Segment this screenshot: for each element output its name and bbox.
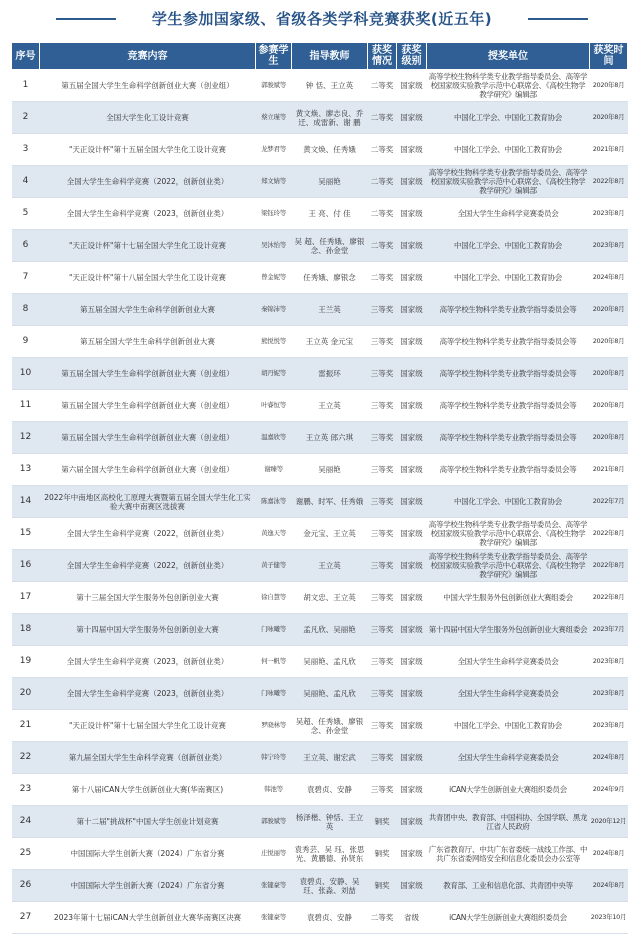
table-row bbox=[12, 294, 628, 326]
cell-organization: 高等学校生物科学类专业教学指导委员会等 bbox=[427, 294, 590, 326]
table-row bbox=[12, 70, 628, 102]
cell-organization: 高等学校生物科学类专业教学指导委员会等 bbox=[427, 390, 590, 422]
cell-teacher: 任秀娥、廖银念 bbox=[292, 262, 368, 294]
table-header-row bbox=[12, 43, 628, 70]
cell-time: 2020年8月 bbox=[590, 422, 628, 454]
cell-organization: 全国大学生生命科学竞赛委员会 bbox=[427, 646, 590, 678]
cell-level: 国家级 bbox=[397, 518, 427, 550]
cell-award: 三等奖 bbox=[368, 390, 397, 422]
cell-seq: 2 bbox=[12, 102, 40, 134]
cell-teacher: 杨泽楷、钟恬、王立英 bbox=[292, 806, 368, 838]
cell-organization: 全国大学生生命科学竞赛委员会 bbox=[427, 678, 590, 710]
cell-student: 黄子健等 bbox=[256, 550, 292, 582]
cell-seq: 19 bbox=[12, 646, 40, 678]
cell-time: 2023年7月 bbox=[590, 614, 628, 646]
cell-competition: 全国大学生化工设计竞赛 bbox=[40, 102, 256, 134]
cell-award: 三等奖 bbox=[368, 582, 397, 614]
cell-student: 门咏曦等 bbox=[256, 614, 292, 646]
cell-level: 国家级 bbox=[397, 550, 427, 582]
cell-competition: 全国大学生生命科学竞赛（2022，创新创业类） bbox=[40, 166, 256, 198]
header-level: 获奖级别 bbox=[397, 43, 427, 70]
cell-seq: 4 bbox=[12, 166, 40, 198]
cell-level: 国家级 bbox=[397, 166, 427, 198]
table-row bbox=[12, 806, 628, 838]
cell-time: 2023年8月 bbox=[590, 646, 628, 678]
cell-organization: 高等学校生物科学类专业教学指导委员会、高等学校国家级实验教学示范中心联席会、《高校生物学教学研究》编辑部 bbox=[427, 70, 590, 102]
cell-teacher: 吴丽艳 bbox=[292, 454, 368, 486]
cell-teacher: 吴丽艳、孟凡欣 bbox=[292, 678, 368, 710]
cell-seq: 13 bbox=[12, 454, 40, 486]
cell-level: 国家级 bbox=[397, 230, 427, 262]
table-row bbox=[12, 134, 628, 166]
cell-time: 2022年8月 bbox=[590, 518, 628, 550]
cell-organization: 第十四届中国大学生服务外包创新创业大赛组委会 bbox=[427, 614, 590, 646]
cell-award: 三等奖 bbox=[368, 678, 397, 710]
cell-competition: 第十三届全国大学生服务外包创新创业大赛 bbox=[40, 582, 256, 614]
header-award: 获奖情况 bbox=[368, 43, 397, 70]
title-line-left bbox=[56, 18, 116, 20]
cell-award: 三等奖 bbox=[368, 422, 397, 454]
cell-level: 国家级 bbox=[397, 454, 427, 486]
cell-organization: 中国大学生服务外包创新创业大赛组委会 bbox=[427, 582, 590, 614]
header-time: 获奖时间 bbox=[590, 43, 628, 70]
cell-teacher: 袁碧贞、安静、吴玨、张淼、刘喆 bbox=[292, 870, 368, 902]
cell-seq: 20 bbox=[12, 678, 40, 710]
cell-time: 2024年8月 bbox=[590, 262, 628, 294]
table-row bbox=[12, 582, 628, 614]
title-bar bbox=[0, 0, 639, 36]
cell-student: 熊悦悦等 bbox=[256, 326, 292, 358]
cell-student: 张键豪等 bbox=[256, 870, 292, 902]
cell-organization: 中国化工学会、中国化工教育协会 bbox=[427, 710, 590, 742]
cell-level: 国家级 bbox=[397, 134, 427, 166]
cell-teacher: 吴 超、任秀娥、廖银念、孙金堂 bbox=[292, 230, 368, 262]
cell-time: 2023年8月 bbox=[590, 710, 628, 742]
table-row bbox=[12, 518, 628, 550]
cell-teacher: 袁碧贞、安静 bbox=[292, 774, 368, 806]
cell-competition: 第十八届iCAN大学生创新创业大赛(华南赛区) bbox=[40, 774, 256, 806]
cell-student: 黄逸天等 bbox=[256, 518, 292, 550]
cell-teacher: 王 亮、付 佳 bbox=[292, 198, 368, 230]
cell-seq: 8 bbox=[12, 294, 40, 326]
cell-organization: 教育部、工业和信息化部、共青团中央等 bbox=[427, 870, 590, 902]
cell-seq: 18 bbox=[12, 614, 40, 646]
cell-student: 门咏曦等 bbox=[256, 678, 292, 710]
cell-award: 三等奖 bbox=[368, 486, 397, 518]
header-organization: 授奖单位 bbox=[427, 43, 590, 70]
cell-award: 三等奖 bbox=[368, 742, 397, 774]
table-row bbox=[12, 550, 628, 582]
cell-time: 2020年8月 bbox=[590, 358, 628, 390]
cell-level: 国家级 bbox=[397, 774, 427, 806]
awards-table bbox=[11, 42, 628, 934]
cell-level: 国家级 bbox=[397, 742, 427, 774]
cell-competition: 全国大学生生命科学竞赛（2023，创新创业类） bbox=[40, 678, 256, 710]
cell-level: 国家级 bbox=[397, 294, 427, 326]
cell-seq: 12 bbox=[12, 422, 40, 454]
cell-time: 2020年8月 bbox=[590, 70, 628, 102]
cell-student: 胡丹妮等 bbox=[256, 358, 292, 390]
cell-time: 2020年8月 bbox=[590, 326, 628, 358]
cell-teacher: 吴超、任秀娥、廖银念、孙金堂 bbox=[292, 710, 368, 742]
cell-award: 二等奖 bbox=[368, 230, 397, 262]
cell-time: 2020年8月 bbox=[590, 102, 628, 134]
table-row bbox=[12, 358, 628, 390]
cell-teacher: 王立英、谢宏武 bbox=[292, 742, 368, 774]
table-row bbox=[12, 102, 628, 134]
cell-competition: 第十四届中国大学生服务外包创新创业大赛 bbox=[40, 614, 256, 646]
cell-award: 三等奖 bbox=[368, 646, 397, 678]
table-row bbox=[12, 454, 628, 486]
cell-student: 吴沐怡等 bbox=[256, 230, 292, 262]
cell-award: 二等奖 bbox=[368, 902, 397, 934]
cell-level: 国家级 bbox=[397, 422, 427, 454]
cell-teacher: 吴丽艳 bbox=[292, 166, 368, 198]
cell-level: 国家级 bbox=[397, 614, 427, 646]
cell-student: 罗晓林等 bbox=[256, 710, 292, 742]
cell-level: 国家级 bbox=[397, 710, 427, 742]
cell-level: 国家级 bbox=[397, 262, 427, 294]
cell-seq: 25 bbox=[12, 838, 40, 870]
cell-time: 2023年8月 bbox=[590, 678, 628, 710]
cell-level: 国家级 bbox=[397, 486, 427, 518]
cell-organization: 中国化工学会、中国化工教育协会 bbox=[427, 230, 590, 262]
header-seq: 序号 bbox=[12, 43, 40, 70]
cell-teacher: 谢鹏、时军、任秀娥 bbox=[292, 486, 368, 518]
cell-teacher: 吴丽艳、孟凡欣 bbox=[292, 646, 368, 678]
cell-student: 秦锦沛等 bbox=[256, 294, 292, 326]
cell-level: 国家级 bbox=[397, 390, 427, 422]
cell-level: 国家级 bbox=[397, 678, 427, 710]
cell-award: 三等奖 bbox=[368, 710, 397, 742]
cell-competition: 全国大学生生命科学竞赛（2023，创新创业类） bbox=[40, 198, 256, 230]
cell-level: 国家级 bbox=[397, 70, 427, 102]
cell-time: 2020年12月 bbox=[590, 806, 628, 838]
cell-award: 三等奖 bbox=[368, 358, 397, 390]
cell-teacher: 雷振环 bbox=[292, 358, 368, 390]
cell-organization: 高等学校生物科学类专业教学指导委员会、高等学校国家级实验教学示范中心联席会、《高校生物学教学研究》编辑部 bbox=[427, 518, 590, 550]
cell-student: 梁钰玲等 bbox=[256, 198, 292, 230]
table-row bbox=[12, 902, 628, 934]
cell-student: 徐自慧等 bbox=[256, 582, 292, 614]
cell-time: 2021年8月 bbox=[590, 134, 628, 166]
cell-organization: 高等学校生物科学类专业教学指导委员会等 bbox=[427, 422, 590, 454]
table-row bbox=[12, 230, 628, 262]
table-row bbox=[12, 870, 628, 902]
header-competition: 竞赛内容 bbox=[40, 43, 256, 70]
cell-organization: 中国化工学会、中国化工教育协会 bbox=[427, 134, 590, 166]
table-row bbox=[12, 390, 628, 422]
cell-student: 叶睿恒等 bbox=[256, 390, 292, 422]
cell-competition: "天正设计杯"第十七届全国大学生化工设计竞赛 bbox=[40, 230, 256, 262]
cell-organization: 高等学校生物科学类专业教学指导委员会等 bbox=[427, 358, 590, 390]
cell-award: 三等奖 bbox=[368, 518, 397, 550]
cell-teacher: 袁秀芸、吴 珏、张思光、黄鹏德、孙贤东 bbox=[292, 838, 368, 870]
cell-organization: 高等学校生物科学类专业教学指导委员会等 bbox=[427, 326, 590, 358]
cell-time: 2020年8月 bbox=[590, 294, 628, 326]
cell-student: 何一帆等 bbox=[256, 646, 292, 678]
cell-organization: 中国化工学会、中国化工教育协会 bbox=[427, 486, 590, 518]
cell-competition: 第五届全国大学生生命科学创新创业大赛 bbox=[40, 294, 256, 326]
cell-award: 三等奖 bbox=[368, 614, 397, 646]
cell-organization: 中国化工学会、中国化工教育协会 bbox=[427, 262, 590, 294]
cell-award: 三等奖 bbox=[368, 774, 397, 806]
cell-teacher: 王立英 金元宝 bbox=[292, 326, 368, 358]
cell-seq: 26 bbox=[12, 870, 40, 902]
table-row bbox=[12, 198, 628, 230]
cell-student: 龙梦君等 bbox=[256, 134, 292, 166]
cell-seq: 11 bbox=[12, 390, 40, 422]
cell-level: 国家级 bbox=[397, 806, 427, 838]
cell-student: 韩宁玲等 bbox=[256, 742, 292, 774]
cell-competition: 2023年第十七届iCAN大学生创新创业大赛华南赛区决赛 bbox=[40, 902, 256, 934]
table-row bbox=[12, 838, 628, 870]
cell-level: 国家级 bbox=[397, 326, 427, 358]
table-row bbox=[12, 742, 628, 774]
cell-student: 韩池等 bbox=[256, 774, 292, 806]
table-row bbox=[12, 262, 628, 294]
cell-organization: 高等学校生物科学类专业教学指导委员会、高等学校国家级实验教学示范中心联席会、《高校生物学教学研究》编辑部 bbox=[427, 166, 590, 198]
cell-award: 二等奖 bbox=[368, 70, 397, 102]
cell-seq: 22 bbox=[12, 742, 40, 774]
cell-teacher: 黄文焕、任秀娥 bbox=[292, 134, 368, 166]
cell-student: 陈嘉泳等 bbox=[256, 486, 292, 518]
cell-organization: 高等学校生物科学类专业教学指导委员会等 bbox=[427, 454, 590, 486]
table-row bbox=[12, 486, 628, 518]
cell-time: 2022年8月 bbox=[590, 166, 628, 198]
cell-competition: 第五届全国大学生生命科学创新创业大赛（创业组） bbox=[40, 70, 256, 102]
cell-level: 国家级 bbox=[397, 870, 427, 902]
cell-teacher: 孟凡欣、吴丽艳 bbox=[292, 614, 368, 646]
cell-competition: 第九届全国大学生生命科学竞赛（创新创业类） bbox=[40, 742, 256, 774]
cell-award: 三等奖 bbox=[368, 326, 397, 358]
cell-seq: 10 bbox=[12, 358, 40, 390]
cell-student: 温嘉欣等 bbox=[256, 422, 292, 454]
cell-award: 二等奖 bbox=[368, 198, 397, 230]
table-row bbox=[12, 678, 628, 710]
cell-level: 国家级 bbox=[397, 838, 427, 870]
cell-time: 2023年8月 bbox=[590, 198, 628, 230]
cell-teacher: 胡文忠、王立英 bbox=[292, 582, 368, 614]
cell-award: 二等奖 bbox=[368, 166, 397, 198]
cell-time: 2024年9月 bbox=[590, 774, 628, 806]
cell-seq: 15 bbox=[12, 518, 40, 550]
cell-time: 2023年8月 bbox=[590, 230, 628, 262]
cell-time: 2024年8月 bbox=[590, 870, 628, 902]
cell-award: 铜奖 bbox=[368, 806, 397, 838]
cell-teacher: 王立英 bbox=[292, 390, 368, 422]
cell-student: 蔡立瑾等 bbox=[256, 102, 292, 134]
cell-award: 三等奖 bbox=[368, 294, 397, 326]
table-row bbox=[12, 326, 628, 358]
cell-award: 铜奖 bbox=[368, 870, 397, 902]
cell-level: 国家级 bbox=[397, 198, 427, 230]
table-row bbox=[12, 422, 628, 454]
cell-seq: 1 bbox=[12, 70, 40, 102]
cell-organization: 广东省教育厅、中共广东省委统一战线工作部、中共广东省委网络安全和信息化委员会办公室等 bbox=[427, 838, 590, 870]
cell-organization: iCAN大学生创新创业大赛组织委员会 bbox=[427, 774, 590, 806]
cell-competition: 中国国际大学生创新大赛（2024）广东省分赛 bbox=[40, 870, 256, 902]
cell-organization: 高等学校生物科学类专业教学指导委员会、高等学校国家级实验教学示范中心联席会、《高校生物学教学研究》编辑部 bbox=[427, 550, 590, 582]
cell-level: 国家级 bbox=[397, 646, 427, 678]
cell-competition: 全国大学生生命科学竞赛（2022，创新创业类） bbox=[40, 550, 256, 582]
cell-time: 2020年8月 bbox=[590, 390, 628, 422]
cell-student: 郑文婧等 bbox=[256, 166, 292, 198]
cell-award: 二等奖 bbox=[368, 102, 397, 134]
cell-teacher: 黄文焕、廖志良、乔 迁、成雷新、谢 鹏 bbox=[292, 102, 368, 134]
cell-seq: 9 bbox=[12, 326, 40, 358]
cell-competition: "天正设计杯"第十八届全国大学生化工设计竞赛 bbox=[40, 262, 256, 294]
cell-student: 郭骏斌等 bbox=[256, 806, 292, 838]
cell-teacher: 钟 恬、王立英 bbox=[292, 70, 368, 102]
cell-level: 省级 bbox=[397, 902, 427, 934]
cell-seq: 6 bbox=[12, 230, 40, 262]
cell-seq: 14 bbox=[12, 486, 40, 518]
cell-competition: 2022年中南地区高校化工原理大赛暨第五届全国大学生化工实验大赛中南赛区选拔赛 bbox=[40, 486, 256, 518]
table-row bbox=[12, 774, 628, 806]
cell-seq: 23 bbox=[12, 774, 40, 806]
page-title: 学生参加国家级、省级各类学科竞赛获奖(近五年) bbox=[151, 10, 493, 28]
table-row bbox=[12, 614, 628, 646]
table-row bbox=[12, 166, 628, 198]
cell-competition: 第十二届"挑战杯"中国大学生创业计划竞赛 bbox=[40, 806, 256, 838]
cell-organization: 全国大学生生命科学竞赛委员会 bbox=[427, 198, 590, 230]
table-row bbox=[12, 646, 628, 678]
cell-competition: "天正设计杯"第十七届全国大学生化工设计竞赛 bbox=[40, 710, 256, 742]
cell-competition: 全国大学生生命科学竞赛（2022，创新创业类） bbox=[40, 518, 256, 550]
cell-organization: 全国大学生生命科学竞赛委员会 bbox=[427, 742, 590, 774]
cell-time: 2024年8月 bbox=[590, 838, 628, 870]
cell-level: 国家级 bbox=[397, 358, 427, 390]
cell-organization: 共青团中央、教育部、中国科协、全国学联、黑龙江省人民政府 bbox=[427, 806, 590, 838]
cell-competition: 第五届全国大学生生命科学创新创业大赛（创业组） bbox=[40, 422, 256, 454]
cell-time: 2024年8月 bbox=[590, 742, 628, 774]
cell-teacher: 王立英 郎六琪 bbox=[292, 422, 368, 454]
header-student: 参赛学生 bbox=[256, 43, 292, 70]
cell-student: 庄悦丽等 bbox=[256, 838, 292, 870]
table-body bbox=[12, 70, 628, 934]
cell-award: 二等奖 bbox=[368, 262, 397, 294]
title-line-right bbox=[528, 18, 588, 20]
cell-award: 铜奖 bbox=[368, 838, 397, 870]
cell-competition: 第五届全国大学生生命科学创新创业大赛 bbox=[40, 326, 256, 358]
cell-student: 曾金妮等 bbox=[256, 262, 292, 294]
cell-time: 2022年7月 bbox=[590, 486, 628, 518]
cell-competition: 第六届全国大学生生命科学创新创业大赛（创业组） bbox=[40, 454, 256, 486]
cell-award: 二等奖 bbox=[368, 134, 397, 166]
cell-seq: 27 bbox=[12, 902, 40, 934]
cell-seq: 17 bbox=[12, 582, 40, 614]
cell-student: 张键豪等 bbox=[256, 902, 292, 934]
cell-competition: 全国大学生生命科学竞赛（2023，创新创业类） bbox=[40, 646, 256, 678]
cell-teacher: 金元宝、王立英 bbox=[292, 518, 368, 550]
cell-competition: "天正设计杯"第十五届全国大学生化工设计竞赛 bbox=[40, 134, 256, 166]
cell-time: 2022年8月 bbox=[590, 582, 628, 614]
header-teacher: 指导教师 bbox=[292, 43, 368, 70]
cell-competition: 中国国际大学生创新大赛（2024）广东省分赛 bbox=[40, 838, 256, 870]
table-row bbox=[12, 710, 628, 742]
cell-teacher: 袁碧贞、安静 bbox=[292, 902, 368, 934]
cell-award: 三等奖 bbox=[368, 550, 397, 582]
cell-competition: 第五届全国大学生生命科学创新创业大赛（创业组） bbox=[40, 390, 256, 422]
cell-teacher: 王兰英 bbox=[292, 294, 368, 326]
cell-seq: 5 bbox=[12, 198, 40, 230]
cell-organization: 中国化工学会、中国化工教育协会 bbox=[427, 102, 590, 134]
cell-competition: 第五届全国大学生生命科学创新创业大赛（创业组） bbox=[40, 358, 256, 390]
cell-time: 2023年10月 bbox=[590, 902, 628, 934]
cell-level: 国家级 bbox=[397, 102, 427, 134]
cell-student: 郭骏斌等 bbox=[256, 70, 292, 102]
cell-organization: iCAN大学生创新创业大赛组织委员会 bbox=[427, 902, 590, 934]
cell-seq: 7 bbox=[12, 262, 40, 294]
cell-award: 三等奖 bbox=[368, 454, 397, 486]
cell-seq: 21 bbox=[12, 710, 40, 742]
cell-seq: 3 bbox=[12, 134, 40, 166]
cell-teacher: 王立英 bbox=[292, 550, 368, 582]
cell-time: 2022年8月 bbox=[590, 550, 628, 582]
cell-student: 谢臻等 bbox=[256, 454, 292, 486]
cell-seq: 24 bbox=[12, 806, 40, 838]
cell-level: 国家级 bbox=[397, 582, 427, 614]
cell-time: 2021年8月 bbox=[590, 454, 628, 486]
cell-seq: 16 bbox=[12, 550, 40, 582]
